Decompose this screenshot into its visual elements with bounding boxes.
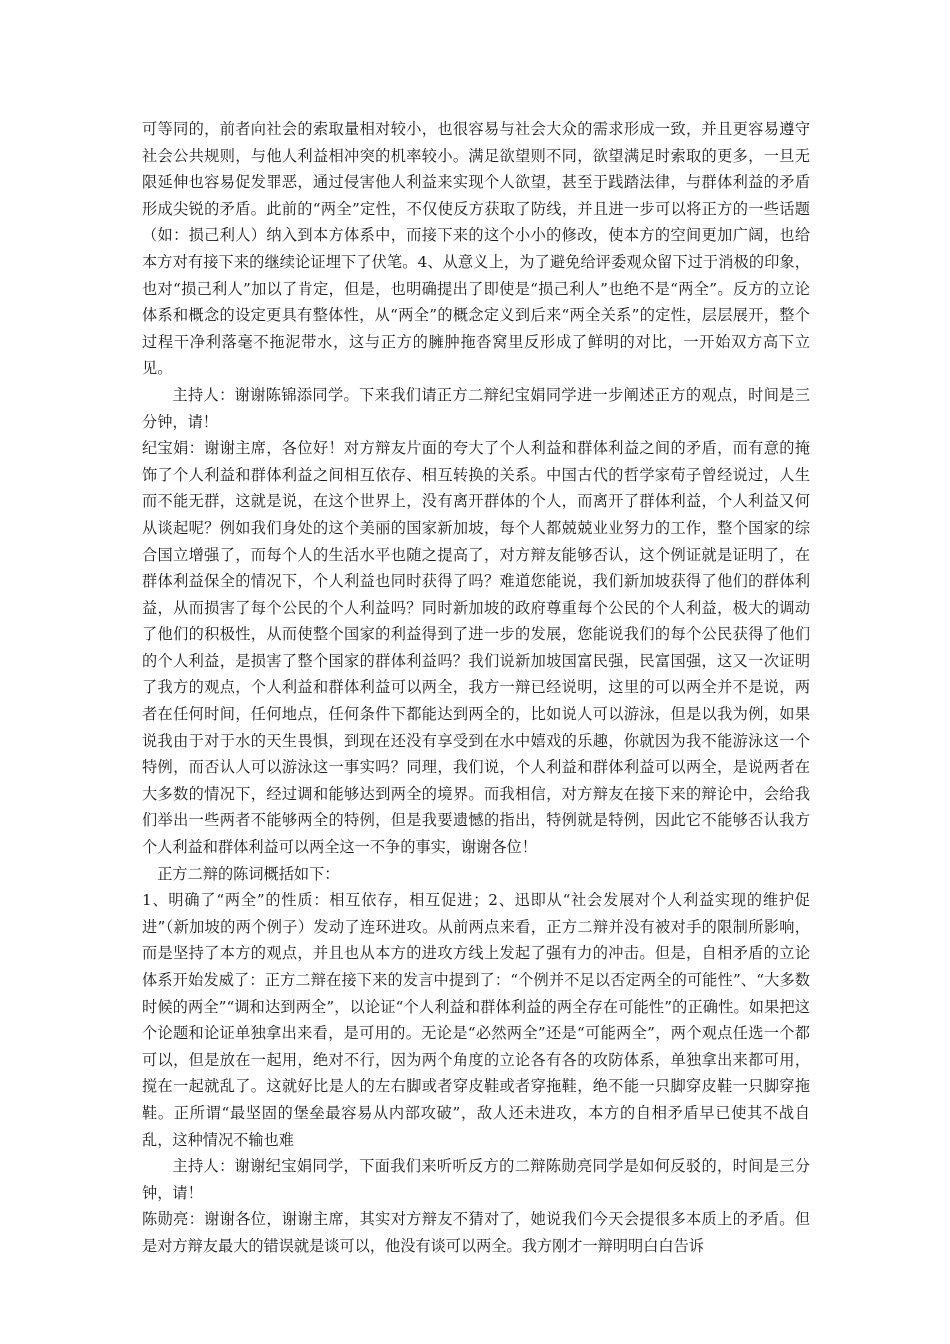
paragraph-summary-analysis: 1、明确了“两全”的性质：相互依存，相互促进；2、迅即从“社会发展对个人利益实现的维护促进”（新加坡的两个例子）发动了连环进攻。从前两点来看，正方二辩并没有被对手的限制所影响，而是坚持了本方的观点，并且也从本方的进攻方线上发起了强有力的冲击。但是，自相矛盾的立论体系开始发威了：正方二辩在接下来的发言中提到了：“个例并不足以否定两全的可能性”、“大多数时候的两全”“调和达到两全”，以论证“个人利益和群体利益的两全存在可能性”的正确性。如果把这个论题和论证单独拿出来看，是可用的。无论是“必然两全”还是“可能两全”，两个观点任选一个都可以，但是放在一起用，绝对不行，因为两个角度的立论各有各的攻防体系，单独拿出来都可用，搅在一起就乱了。这就好比是人的左右脚或者穿皮鞋或者穿拖鞋，绝不能一只脚穿皮鞋一只脚穿拖鞋。正所谓“最坚固的堡垒最容易从内部攻破”，敌人还未进攻，本方的自相矛盾早已使其不战自乱，这种情况不输也难 <box>142 891 810 1149</box>
paragraph-ji-baojuan-speech: 纪宝娟：谢谢主席，各位好！对方辩友片面的夸大了个人利益和群体利益之间的矛盾，而有意的掩饰了个人利益和群体利益之间相互依存、相互转换的关系。中国古代的哲学家荀子曾经说过，人生而不能无群，这就是说，在这个世界上，没有离开群体的个人，而离开了群体利益，个人利益又何从谈起呢？例如我们身处的这个美丽的国家新加坡，每个人都兢兢业业努力的工作，整个国家的综合国立增强了，而每个人的生活水平也随之提高了，对方辩友能够否认，这个例证就是证明了，在群体利益保全的情况下，个人利益也同时获得了吗？难道您能说，我们新加坡获得了他们的群体利益，从而损害了每个公民的个人利益吗？同时新加坡的政府尊重每个公民的个人利益，极大的调动了他们的积极性，从而使整个国家的利益得到了进一步的发展，您能说我们的每个公民获得了他们的个人利益，是损害了整个国家的群体利益吗？我们说新加坡国富民强，民富国强，这又一次证明了我方的观点，个人利益和群体利益可以两全，我方一辩已经说明，这里的可以两全并不是说，两者在任何时间，任何地点，任何条件下都能达到两全的，比如说人可以游泳，但是以我为例，如果说我由于对于水的天生畏惧，到现在还没有享受到在水中嬉戏的乐趣，你就因为我不能游泳这一个特例，而否认人可以游泳这一事实吗？同理，我们说，个人利益和群体利益可以两全，是说两者在大多数的情况下，经过调和能够达到两全的境界。而我相信，对方辩友在接下来的辩论中，会给我们举出一些两者不能够两全的特例，但是我要遗憾的指出，特例就是特例，因此它不能够否认我方个人利益和群体利益可以两全这一不争的事实，谢谢各位！ <box>142 439 810 857</box>
body-text <box>142 116 810 1260</box>
paragraph-summary-heading: 正方二辩的陈词概括如下： <box>157 864 340 883</box>
paragraph-chen-xunliang-speech: 陈勋亮：谢谢各位，谢谢主席，其实对方辩友不猜对了，她说我们今天会提很多本质上的矛盾。但是对方辩友最大的错误就是谈可以，他没有谈可以两全。我方刚才一辩明明白白告诉 <box>142 1210 810 1255</box>
paragraph-analysis-continued: 可等同的，前者向社会的索取量相对较小，也很容易与社会大众的需求形成一致，并且更容易遵守社会公共规则，与他人利益相冲突的机率较小。满足欲望则不同，欲望满足时索取的更多，一旦无限延伸也容易促发罪恶，通过侵害他人利益来实现个人欲望，甚至于践踏法律，与群体利益的矛盾形成尖锐的矛盾。此前的“两全”定性，不仅使反方获取了防线，并且进一步可以将正方的一些话题（如：损己利人）纳入到本方体系中，而接下来的这个小小的修改，使本方的空间更加广阔，也给本方对有接下来的继续论证埋下了伏笔。4、从意义上，为了避免给评委观众留下过于消极的印象，也对“损己利人”加以了肯定，但是，也明确提出了即使是“损己利人”也绝不是“两全”。反方的立论体系和概念的设定更具有整体性，从“两全”的概念定义到后来“两全关系”的定性，层层展开，整个过程干净利落毫不拖泥带水，这与正方的臃肿拖沓窝里反形成了鲜明的对比，一开始双方高下立见。 <box>142 120 810 378</box>
paragraph-moderator-transition: 主持人：谢谢纪宝娟同学，下面我们来听听反方的二辩陈勋亮同学是如何反驳的，时间是三分钟，请！ <box>142 1157 810 1202</box>
paragraph-moderator-intro: 主持人：谢谢陈锦添同学。下来我们请正方二辩纪宝娟同学进一步阐述正方的观点，时间是三分钟，请！ <box>142 385 810 431</box>
